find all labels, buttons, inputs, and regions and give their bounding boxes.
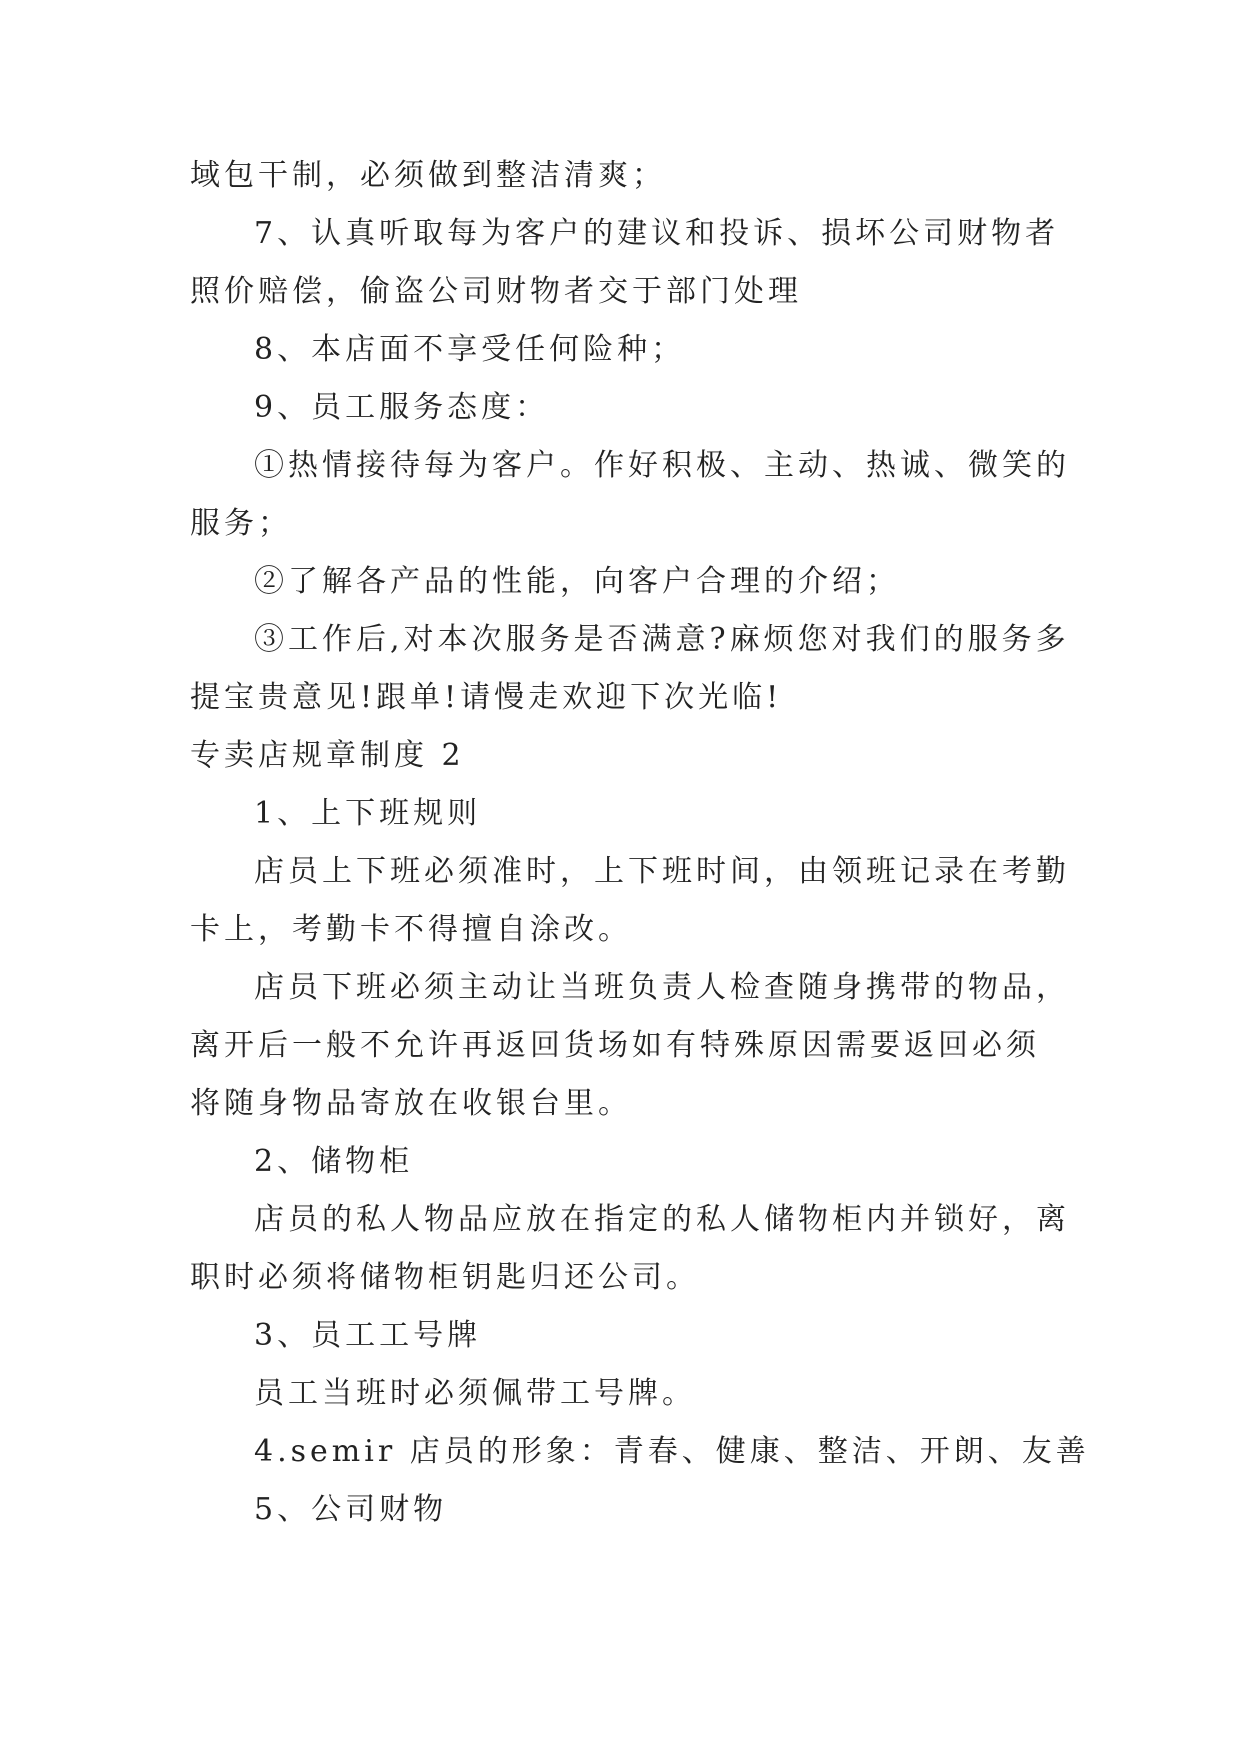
text-line: 1、上下班规则 <box>254 796 482 831</box>
text-line: 将随身物品寄放在收银台里。 <box>190 1086 632 1121</box>
text-line: 7、认真听取每为客户的建议和投诉、损坏公司财物者 <box>254 216 1060 251</box>
text-line: 服务； <box>190 506 292 541</box>
text-line: 离开后一般不允许再返回货场如有特殊原因需要返回必须 <box>190 1028 1040 1063</box>
section-heading: 专卖店规章制度 2 <box>190 738 465 773</box>
text-line: 员工当班时必须佩带工号牌。 <box>254 1376 696 1411</box>
text-line: 2、储物柜 <box>254 1144 414 1179</box>
text-line: 3、员工工号牌 <box>254 1318 482 1353</box>
text-line: ③工作后,对本次服务是否满意?麻烦您对我们的服务多 <box>254 622 1070 657</box>
text-line: 提宝贵意见!跟单!请慢走欢迎下次光临! <box>190 680 783 715</box>
text-line: 9、员工服务态度： <box>254 390 550 425</box>
text-line: 照价赔偿，偷盗公司财物者交于部门处理 <box>190 274 802 309</box>
text-line: 8、本店面不享受任何险种； <box>254 332 686 367</box>
text-line: ①热情接待每为客户。作好积极、主动、热诚、微笑的 <box>254 448 1070 483</box>
text-line: 店员上下班必须准时，上下班时间，由领班记录在考勤 <box>254 854 1070 889</box>
text-line: 4.semir 店员的形象：青春、健康、整洁、开朗、友善 <box>254 1434 1090 1469</box>
text-line: 店员下班必须主动让当班负责人检查随身携带的物品， <box>254 970 1070 1005</box>
text-line: 职时必须将储物柜钥匙归还公司。 <box>190 1260 700 1295</box>
text-line: 店员的私人物品应放在指定的私人储物柜内并锁好，离 <box>254 1202 1070 1237</box>
text-line: ②了解各产品的性能，向客户合理的介绍； <box>254 564 900 599</box>
text-line: 5、公司财物 <box>254 1492 448 1527</box>
text-line: 域包干制，必须做到整洁清爽； <box>190 158 666 193</box>
text-line: 卡上，考勤卡不得擅自涂改。 <box>190 912 632 947</box>
